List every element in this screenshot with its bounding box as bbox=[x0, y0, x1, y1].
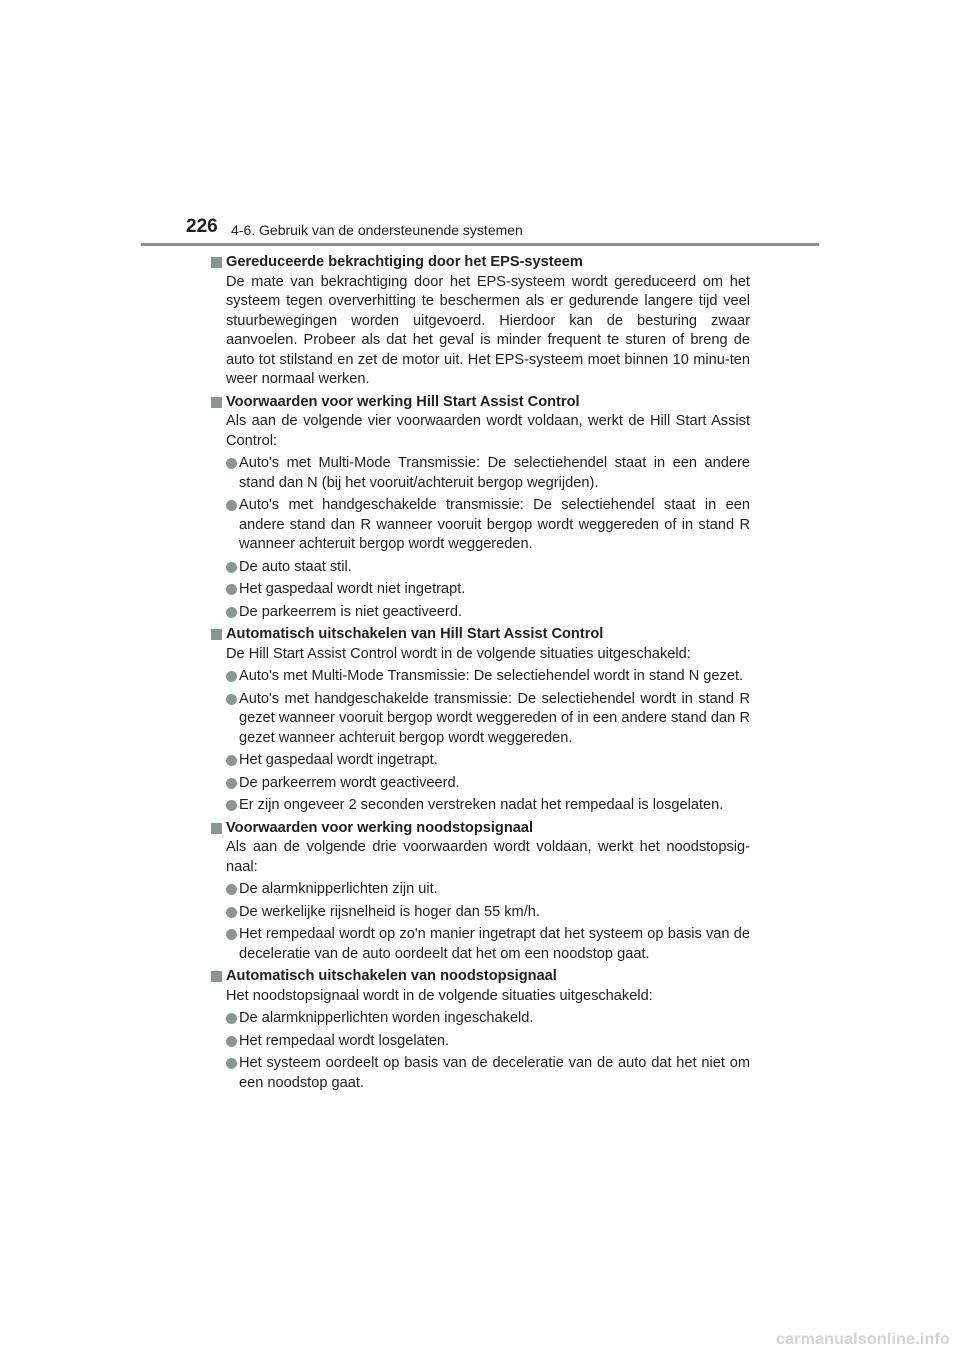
section-heading bbox=[210, 393, 750, 413]
section-heading bbox=[210, 625, 750, 645]
list-item bbox=[226, 667, 750, 687]
round-bullet-icon bbox=[226, 584, 237, 595]
bullet-list bbox=[210, 1009, 750, 1093]
square-marker-icon bbox=[211, 397, 222, 408]
bullet-list bbox=[210, 454, 750, 622]
round-bullet-icon bbox=[226, 907, 237, 918]
content-section bbox=[210, 393, 750, 623]
list-item bbox=[226, 925, 750, 964]
section-heading bbox=[210, 253, 750, 273]
bullet-list bbox=[210, 667, 750, 816]
round-bullet-icon bbox=[226, 1058, 237, 1069]
section-heading-text: Automatisch uitschakelen van Hill Start Assist Control bbox=[226, 626, 604, 642]
list-item-text: Het rempedaal wordt op zo'n manier ingetrapt dat het systeem op basis van de deceleratie van de auto oordeelt dat het om een noodstop gaat. bbox=[239, 926, 750, 962]
section-paragraph: De Hill Start Assist Control wordt in de volgende situaties uitgeschakeld: bbox=[226, 645, 691, 662]
section-paragraph: Als aan de volgende vier voorwaarden wordt voldaan, werkt de Hill Start Assist Control: bbox=[226, 413, 750, 449]
list-item bbox=[226, 690, 750, 749]
list-item-text: Er zijn ongeveer 2 seconden verstreken nadat het rempedaal is losgelaten. bbox=[239, 797, 724, 813]
square-marker-icon bbox=[211, 971, 222, 982]
list-item bbox=[226, 796, 750, 816]
round-bullet-icon bbox=[226, 778, 237, 789]
list-item bbox=[226, 496, 750, 555]
content-section bbox=[210, 819, 750, 965]
round-bullet-icon bbox=[226, 500, 237, 511]
list-item bbox=[226, 751, 750, 771]
section-heading-text: Automatisch uitschakelen van noodstopsignaal bbox=[226, 968, 557, 984]
list-item-text: Het rempedaal wordt losgelaten. bbox=[239, 1032, 450, 1049]
list-item-text: De parkeerrem wordt geactiveerd. bbox=[239, 774, 460, 791]
square-marker-icon bbox=[211, 823, 222, 834]
round-bullet-icon bbox=[226, 800, 237, 811]
section-paragraph: Het noodstopsignaal wordt in de volgende situaties uitgeschakeld: bbox=[226, 987, 653, 1004]
list-item bbox=[226, 603, 750, 623]
list-item bbox=[226, 1032, 750, 1052]
list-item bbox=[226, 454, 750, 493]
round-bullet-icon bbox=[226, 671, 237, 682]
list-item bbox=[226, 774, 750, 794]
section-heading bbox=[210, 967, 750, 987]
list-item-text: Auto's met handgeschakelde transmissie: De selectiehendel wordt in stand R gezet wanneer vooruit bergop wordt weggereden of in een andere stand dan R gezet wanneer achteruit bergop wordt weggereden. bbox=[239, 690, 750, 746]
list-item bbox=[226, 880, 750, 900]
section-paragraph: Als aan de volgende drie voorwaarden wordt voldaan, werkt het noodstopsig-naal: bbox=[226, 839, 750, 875]
list-item-text: Auto's met handgeschakelde transmissie: De selectiehendel staat in een andere stand dan R wanneer vooruit bergop wordt weggereden of in stand R wanneer achteruit bergop wordt weggereden. bbox=[239, 497, 750, 552]
list-item bbox=[226, 1009, 750, 1029]
page-content bbox=[210, 253, 750, 1096]
bullet-list bbox=[210, 880, 750, 964]
round-bullet-icon bbox=[226, 607, 237, 618]
square-marker-icon bbox=[211, 629, 222, 640]
round-bullet-icon bbox=[226, 562, 237, 573]
round-bullet-icon bbox=[226, 929, 237, 940]
list-item-text: Het gaspedaal wordt ingetrapt. bbox=[239, 752, 438, 768]
list-item-text: De alarmknipperlichten zijn uit. bbox=[239, 881, 438, 897]
list-item bbox=[226, 1054, 750, 1093]
content-section bbox=[210, 625, 750, 816]
list-item-text: Auto's met Multi-Mode Transmissie: De selectiehendel wordt in stand N gezet. bbox=[239, 668, 744, 684]
square-marker-icon bbox=[211, 257, 222, 268]
round-bullet-icon bbox=[226, 755, 237, 766]
round-bullet-icon bbox=[226, 458, 237, 469]
list-item bbox=[226, 580, 750, 600]
list-item-text: De parkeerrem is niet geactiveerd. bbox=[239, 603, 463, 620]
round-bullet-icon bbox=[226, 1013, 237, 1024]
round-bullet-icon bbox=[226, 1036, 237, 1047]
list-item bbox=[226, 558, 750, 578]
section-heading-text: Voorwaarden voor werking noodstopsignaal bbox=[226, 819, 534, 836]
page-number: 226 bbox=[186, 216, 218, 237]
list-item-text: De auto staat stil. bbox=[239, 558, 352, 575]
list-item-text: Het systeem oordeelt op basis van de deceleratie van de auto dat het niet om een noodstop gaat. bbox=[239, 1055, 750, 1091]
content-section bbox=[210, 967, 750, 1093]
list-item-text: De werkelijke rijsnelheid is hoger dan 55 km/h. bbox=[239, 903, 540, 920]
list-item-text: Het gaspedaal wordt niet ingetrapt. bbox=[239, 581, 466, 597]
round-bullet-icon bbox=[226, 884, 237, 895]
header-divider bbox=[141, 243, 819, 246]
section-heading-text: Gereduceerde bekrachtiging door het EPS-systeem bbox=[226, 254, 583, 270]
watermark-text: carmanualsonline.info bbox=[775, 1331, 950, 1348]
section-title: 4-6. Gebruik van de ondersteunende systemen bbox=[231, 222, 523, 238]
list-item-text: Auto's met Multi-Mode Transmissie: De selectiehendel staat in een andere stand dan N (bij het vooruit/achteruit bergop wegrijden). bbox=[239, 455, 750, 491]
list-item-text: De alarmknipperlichten worden ingeschakeld. bbox=[239, 1010, 534, 1026]
content-section bbox=[210, 253, 750, 390]
section-heading bbox=[210, 819, 750, 839]
page-header bbox=[0, 0, 960, 250]
section-heading-text: Voorwaarden voor werking Hill Start Assist Control bbox=[226, 393, 580, 410]
list-item bbox=[226, 903, 750, 923]
round-bullet-icon bbox=[226, 694, 237, 705]
section-paragraph: De mate van bekrachtiging door het EPS-systeem wordt gereduceerd om het systeem tegen oververhitting te beschermen als er gedurende langere tijd veel stuurbewegingen worden uitgevoerd. Hierdoor kan de besturing zwaar aanvoelen. Probeer als dat het geval is minder frequent te sturen of breng de auto tot stilstand en zet de motor uit. Het EPS-systeem moet binnen 10 minu-ten weer normaal werken. bbox=[226, 273, 750, 387]
